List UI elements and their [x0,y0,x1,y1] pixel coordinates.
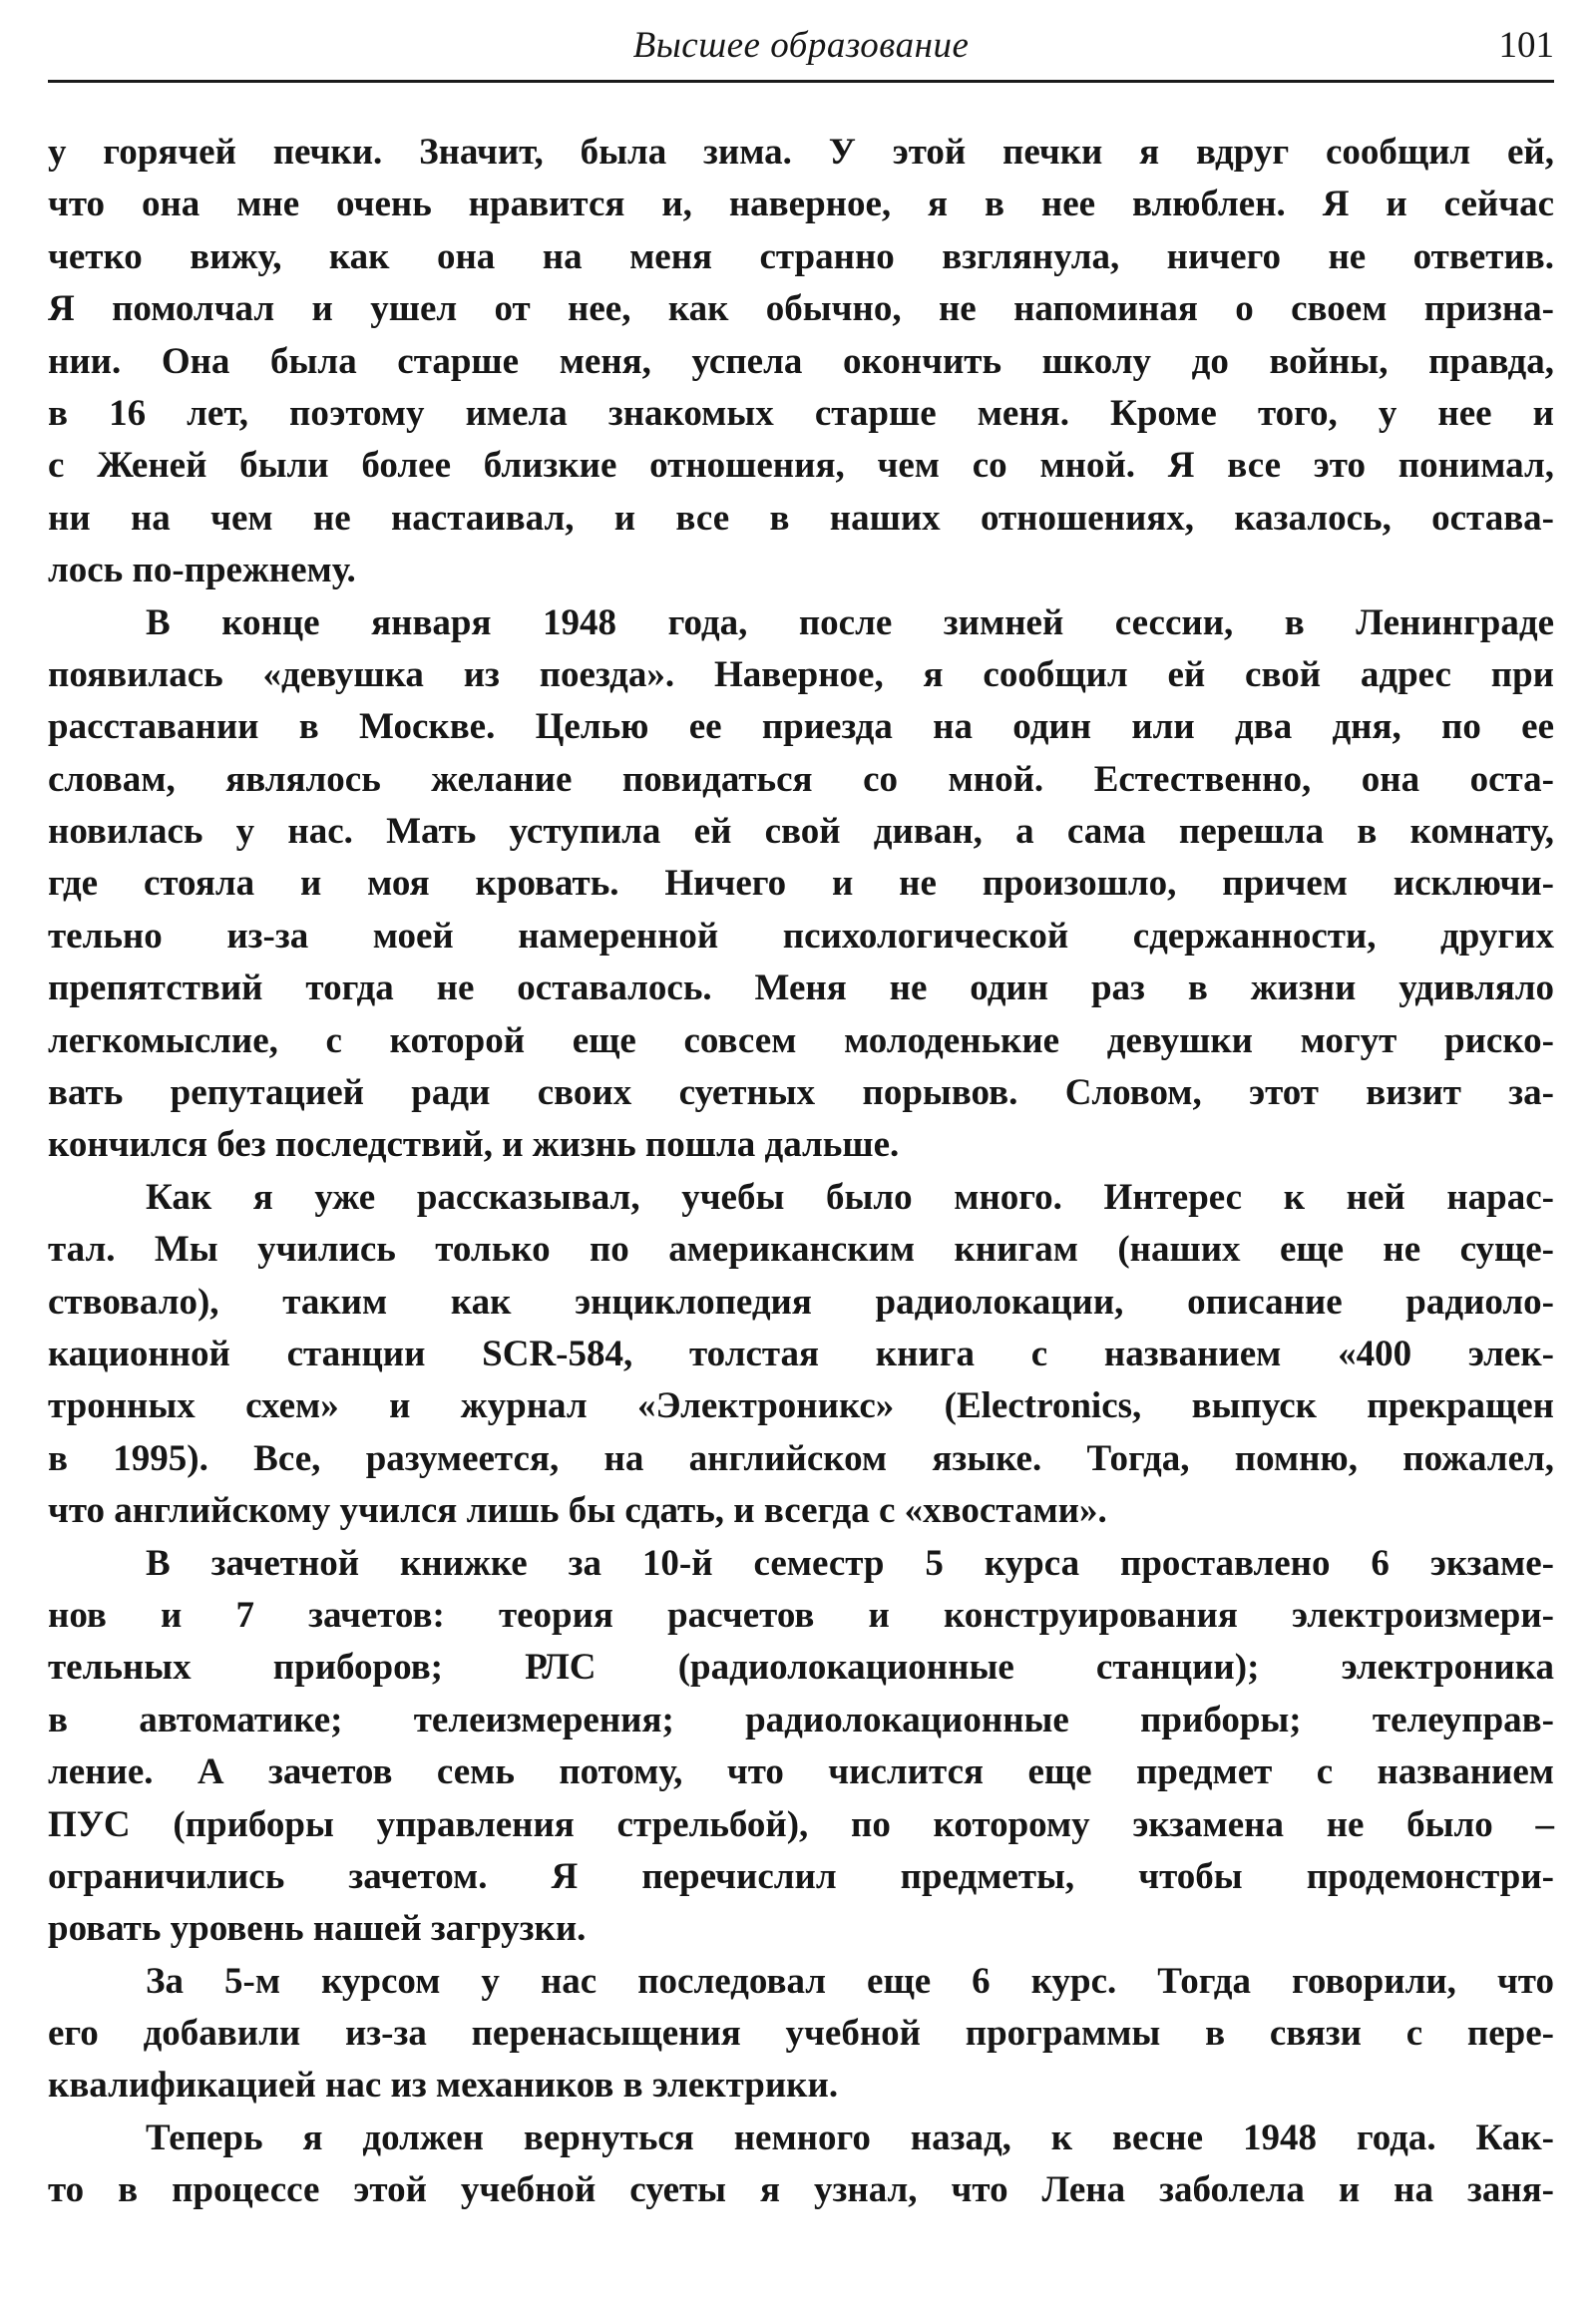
text-line: В конце января 1948 года, после зимней сессии, в Ленинграде [146,601,1554,643]
text-line: Как я уже рассказывал, учебы было много. Интерес к ней нарас- [146,1176,1554,1218]
text-line: нии. Она была старше меня, успела окончить школу до войны, правда, [48,340,1554,382]
text-line: в 16 лет, поэтому имела знакомых старше меня. Кроме того, у нее и [48,392,1554,434]
text-line: что английскому учился лишь бы сдать, и всегда с «хвостами». [48,1490,1107,1532]
text-line: тельных приборов; РЛС (радиолокационные станции); электроника [48,1647,1554,1689]
text-line: ни на чем не настаивал, и все в наших отношениях, казалось, остава- [48,497,1554,539]
text-line: Я помолчал и ушел от нее, как обычно, не напоминая о своем призна- [48,288,1554,330]
text-line: лось по-прежнему. [48,550,356,591]
text-line: В зачетной книжке за 10-й семестр 5 курса проставлено 6 экзаме- [146,1542,1554,1584]
text-line: легкомыслие, с которой еще совсем молоденькие девушки могут риско- [48,1019,1554,1061]
running-head [48,18,1554,83]
text-line: ограничились зачетом. Я перечислил предметы, чтобы продемонстри- [48,1855,1554,1897]
text-line: четко вижу, как она на меня странно взглянула, ничего не ответив. [48,235,1554,277]
body-text [48,127,1554,2217]
text-line: квалификацией нас из механиков в электрики. [48,2065,839,2107]
text-line: что она мне очень нравится и, наверное, я в нее влюблен. Я и сейчас [48,184,1554,225]
text-line: ствовало), таким как энциклопедия радиолокации, описание радиоло- [48,1281,1554,1323]
text-line: нов и 7 зачетов: теория расчетов и конструирования электроизмери- [48,1594,1554,1636]
text-line: в 1995). Все, разумеется, на английском языке. Тогда, помню, пожалел, [48,1437,1554,1479]
text-line: тал. Мы учились только по американским книгам (наших еще не суще- [48,1229,1554,1271]
text-line: ПУС (приборы управления стрельбой), по которому экзамена не было – [48,1803,1554,1845]
page-number: 101 [1498,25,1554,66]
text-line: кончился без последствий, и жизнь пошла дальше. [48,1124,900,1166]
text-line: Теперь я должен вернуться немного назад, к весне 1948 года. Как- [146,2117,1554,2158]
text-line: где стояла и моя кровать. Ничего и не произошло, причем исключи- [48,863,1554,905]
running-title: Высшее образование [632,25,970,66]
text-line: расставании в Москве. Целью ее приезда на один или два дня, по ее [48,706,1554,748]
text-line: то в процессе этой учебной суеты я узнал, что Лена заболела и на заня- [48,2169,1554,2211]
text-line: с Женей были более близкие отношения, чем со мной. Я все это понимал, [48,445,1554,487]
text-line: За 5-м курсом у нас последовал еще 6 курс. Тогда говорили, что [146,1960,1554,2002]
text-line: появилась «девушка из поезда». Наверное, я сообщил ей свой адрес при [48,653,1554,695]
text-line: ление. А зачетов семь потому, что числится еще предмет с названием [48,1751,1554,1793]
text-line: у горячей печки. Значит, была зима. У этой печки я вдруг сообщил ей, [48,132,1554,173]
text-line: в автоматике; телеизмерения; радиолокационные приборы; телеуправ- [48,1699,1554,1740]
text-line: вать репутацией ради своих суетных порывов. Словом, этот визит за- [48,1072,1554,1114]
text-line: ровать уровень нашей загрузки. [48,1908,587,1950]
text-line: препятствий тогда не оставалось. Меня не один раз в жизни удивляло [48,967,1554,1009]
text-line: кационной станции SCR-584, толстая книга с названием «400 элек- [48,1333,1554,1374]
text-line: тронных схем» и журнал «Электроникс» (Electronics, выпуск прекращен [48,1385,1554,1427]
text-line: новилась у нас. Мать уступила ей свой диван, а сама перешла в комнату, [48,811,1554,853]
text-line: тельно из-за моей намеренной психологической сдержанности, других [48,915,1554,957]
text-line: словам, являлось желание повидаться со мной. Естественно, она оста- [48,758,1554,800]
text-line: его добавили из-за перенасыщения учебной программы в связи с пере- [48,2013,1554,2055]
